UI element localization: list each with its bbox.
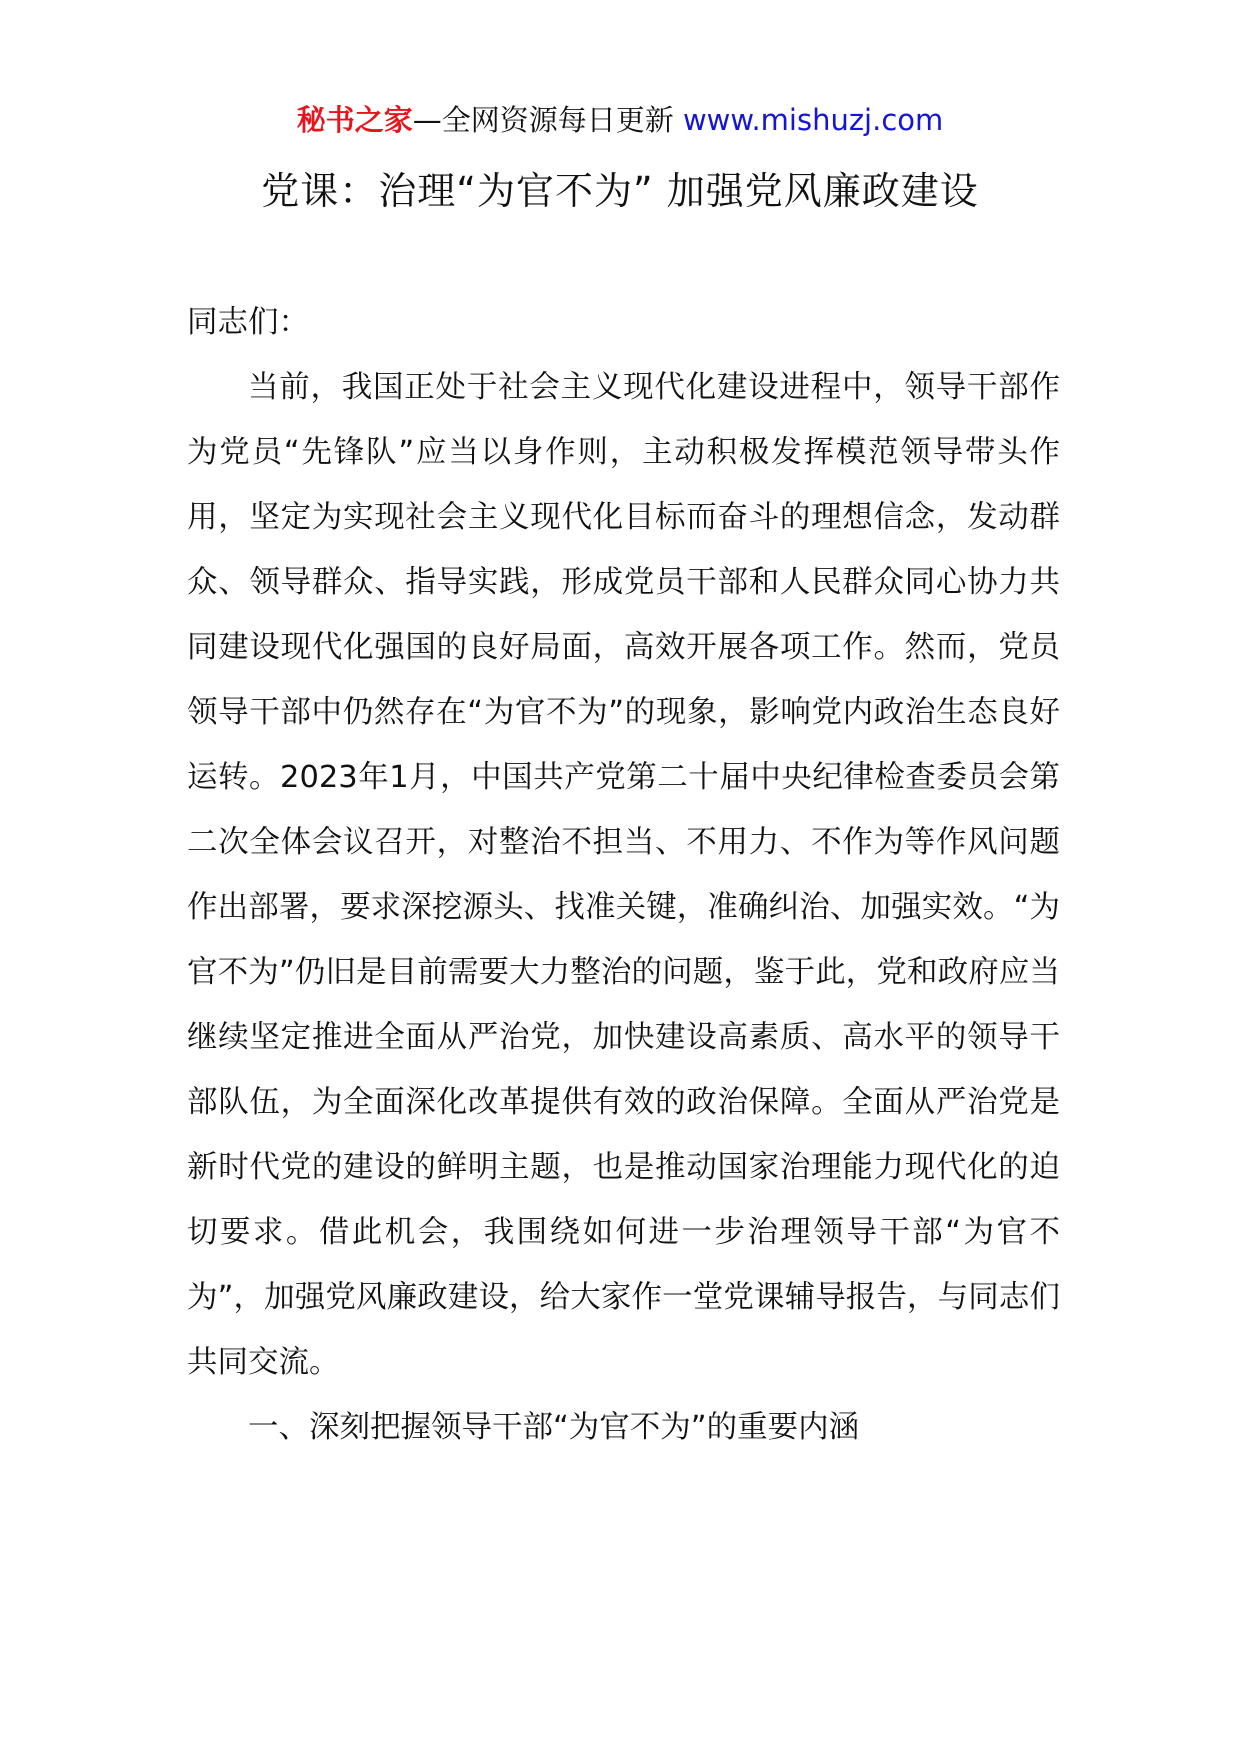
body-paragraph: 当前，我国正处于社会主义现代化建设进程中，领导干部作为党员“先锋队”应当以身作则，主动积极发挥模范领导带头作用，坚定为实现社会主义现代化目标而奋斗的理想信念，发动群众、领导群众、指导实践，形成党员干部和人民群众同心协力共同建设现代化强国的良好局面，高效开展各项工作。然而，党员领导干部中仍然存在“为官不为”的现象，影响党内政治生态良好运转。2023年1月，中国共产党第二十届中央纪律检查委员会第二次全体会议召开，对整治不担当、不用力、不作为等作风问题作出部署，要求深挖源头、找准关键，准确纠治、加强实效。“为官不为”仍旧是目前需要大力整治的问题，鉴于此，党和政府应当继续坚定推进全面从严治党，加快建设高素质、高水平的领导干部队伍，为全面深化改革提供有效的政治保障。全面从严治党是新时代党的建设的鲜明主题，也是推动国家治理能力现代化的迫切要求。借此机会，我围绕如何进一步治理领导干部“为官不为”，加强党风廉政建设，给大家作一堂党课辅导报告，与同志们共同交流。 <box>187 370 1060 1380</box>
document-body <box>187 290 1060 1460</box>
site-header <box>0 100 1240 140</box>
brand-name: 秘书之家 <box>296 103 413 137</box>
section-heading: 一、深刻把握领导干部“为官不为”的重要内涵 <box>248 1410 860 1445</box>
site-url-link[interactable]: www.mishuzj.com <box>682 103 944 137</box>
document-title: 党课：治理“为官不为” 加强党风廉政建设 <box>261 169 979 213</box>
salutation: 同志们： <box>187 305 309 340</box>
site-tagline: —全网资源每日更新 <box>412 103 683 137</box>
